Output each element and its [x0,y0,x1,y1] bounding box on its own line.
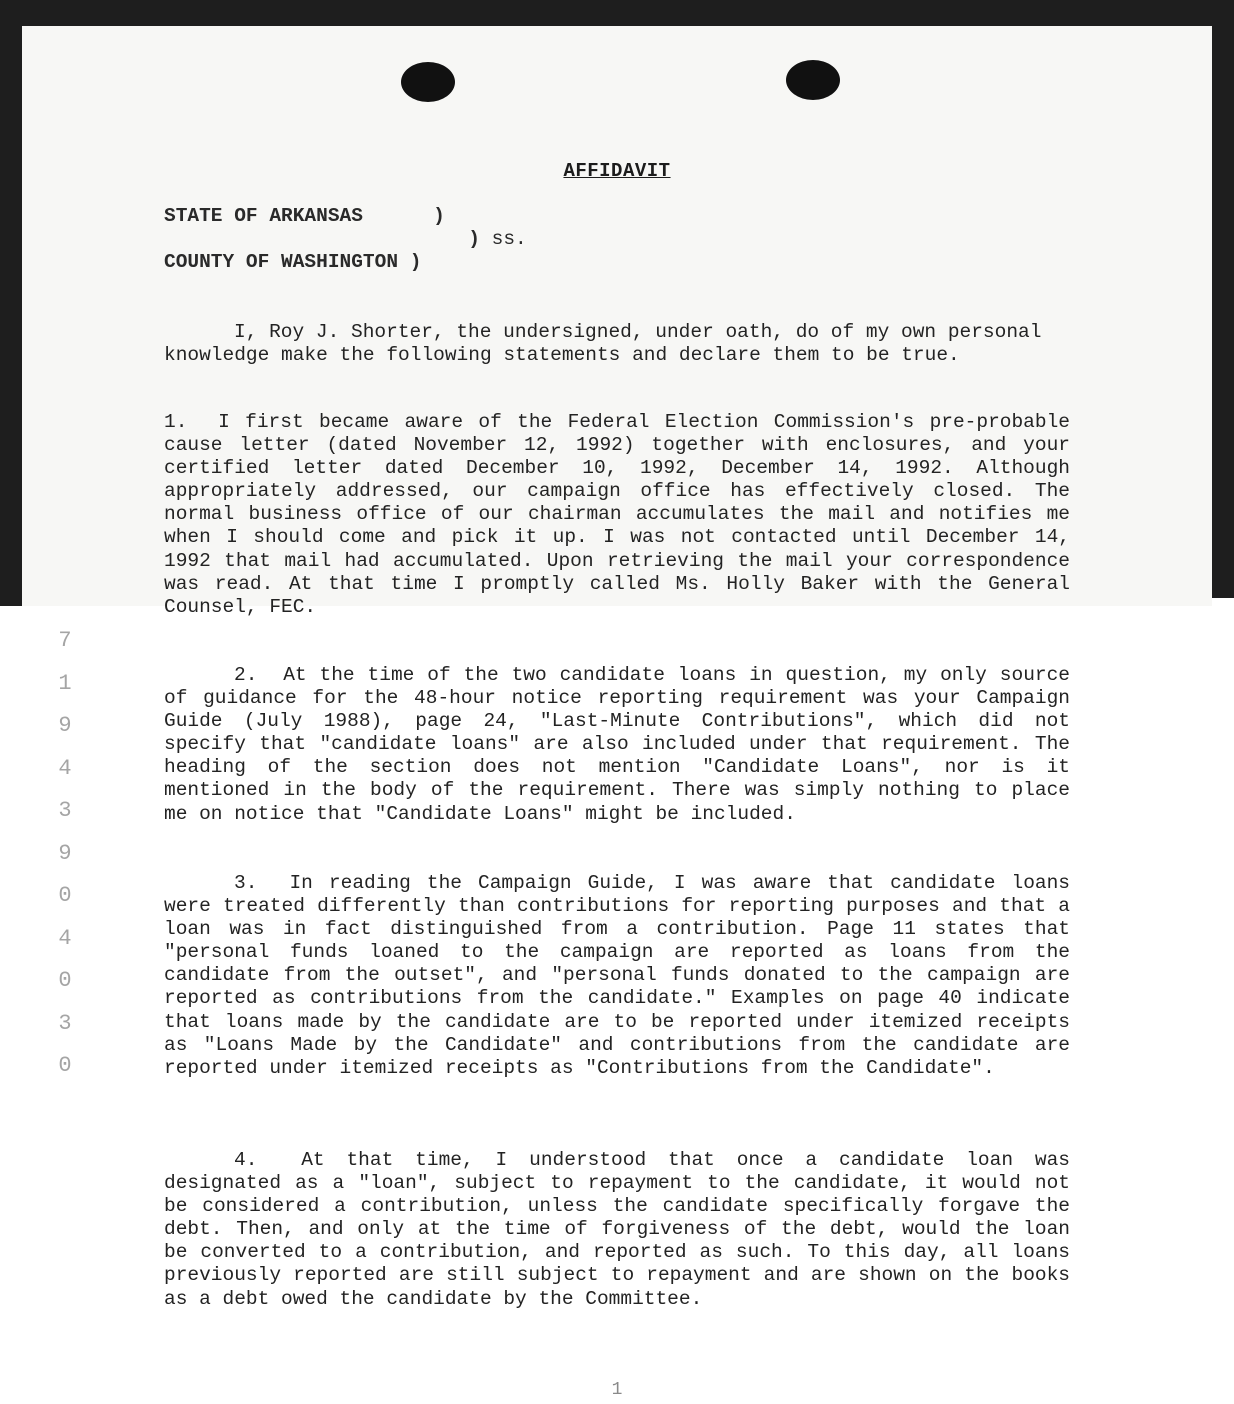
paragraph-number: 3. [234,872,258,894]
paragraph-text: In reading the Campaign Guide, I was aware that candidate loans were treated differently than contributions for reporting purposes and that a loan was in fact distinguished from a contribution. Page 11 states that "personal funds loaned to the campaign are reported as loans from the candidate from the outset", and "personal funds donated to the campaign are reported as contributions from the candidate." Examples on page 40 indicate that loans made by the candidate are to be reported under itemized receipts as "Loans Made by the Candidate" and contributions from the candidate are reported under itemized receipts as "Contributions from the Candidate". [164,872,1070,1079]
paragraph-text: At that time, I understood that once a candidate loan was designated as a "loan", subject to repayment to the candidate, it would not be considered a contribution, unless the candidate specifically forgave the debt. Then, and only at the time of forgiveness of the debt, would the loan be converted to a contribution, and reported as such. To this day, all loans previously reported are still subject to repayment and are shown on the books as a debt owed the candidate by the Committee. [164,1149,1071,1310]
paragraph-3 [164,872,1070,1080]
paragraph-number: 4. [234,1149,258,1171]
venue-block: STATE OF ARKANSAS ) ) ss. COUNTY OF WASHINGTON ) [164,205,527,273]
paragraph-text: At the time of the two candidate loans in question, my only source of guidance for the 48-hour notice reporting requirement was your Campaign Guide (July 1988), page 24, "Last-Minute Contributions", which did not specify that "candidate loans" are also included under that requirement. The heading of the section does not mention "Candidate Loans", nor is it mentioned in the body of the requirement. There was simply nothing to place me on notice that "Candidate Loans" might be included. [164,664,1070,825]
paragraph-2 [164,664,1070,826]
scan-edge-right [1212,0,1234,598]
venue-county: COUNTY OF WASHINGTON [164,251,399,273]
paragraph-1 [164,411,1070,619]
venue-state: STATE OF ARKANSAS [164,205,363,227]
paragraph-number: 1. [164,411,188,433]
intro-paragraph [164,321,1070,367]
venue-ss: ss. [491,228,527,250]
scan-edge-left [0,0,22,606]
intro-text: I, Roy J. Shorter, the undersigned, under oath, do of my own personal knowledge make the following statements and declare them to be true. [164,321,1042,367]
page-number: 1 [611,1380,623,1400]
scan-edge-top [0,0,1234,26]
paragraph-4 [164,1149,1070,1311]
punch-hole-icon [786,60,840,100]
document-title: AFFIDAVIT [563,160,671,182]
microfilm-stamp-number: 7 1 9 4 3 9 0 4 0 3 0 [58,628,72,1078]
punch-hole-icon [401,62,455,102]
paragraph-number: 2. [234,664,258,686]
paragraph-text: I first became aware of the Federal Election Commission's pre-probable cause letter (dated November 12, 1992) together with enclosures, and your certified letter dated December 10, 1992, December 14, 1992. Although appropriately addressed, our campaign office has effectively closed. The normal business office of our chairman accumulates the mail and notifies me when I should come and pick it up. I was not contacted until December 14, 1992 that mail had accumulated. Upon retrieving the mail your correspondence was read. At that time I promptly called Ms. Holly Baker with the General Counsel, FEC. [164,411,1070,618]
